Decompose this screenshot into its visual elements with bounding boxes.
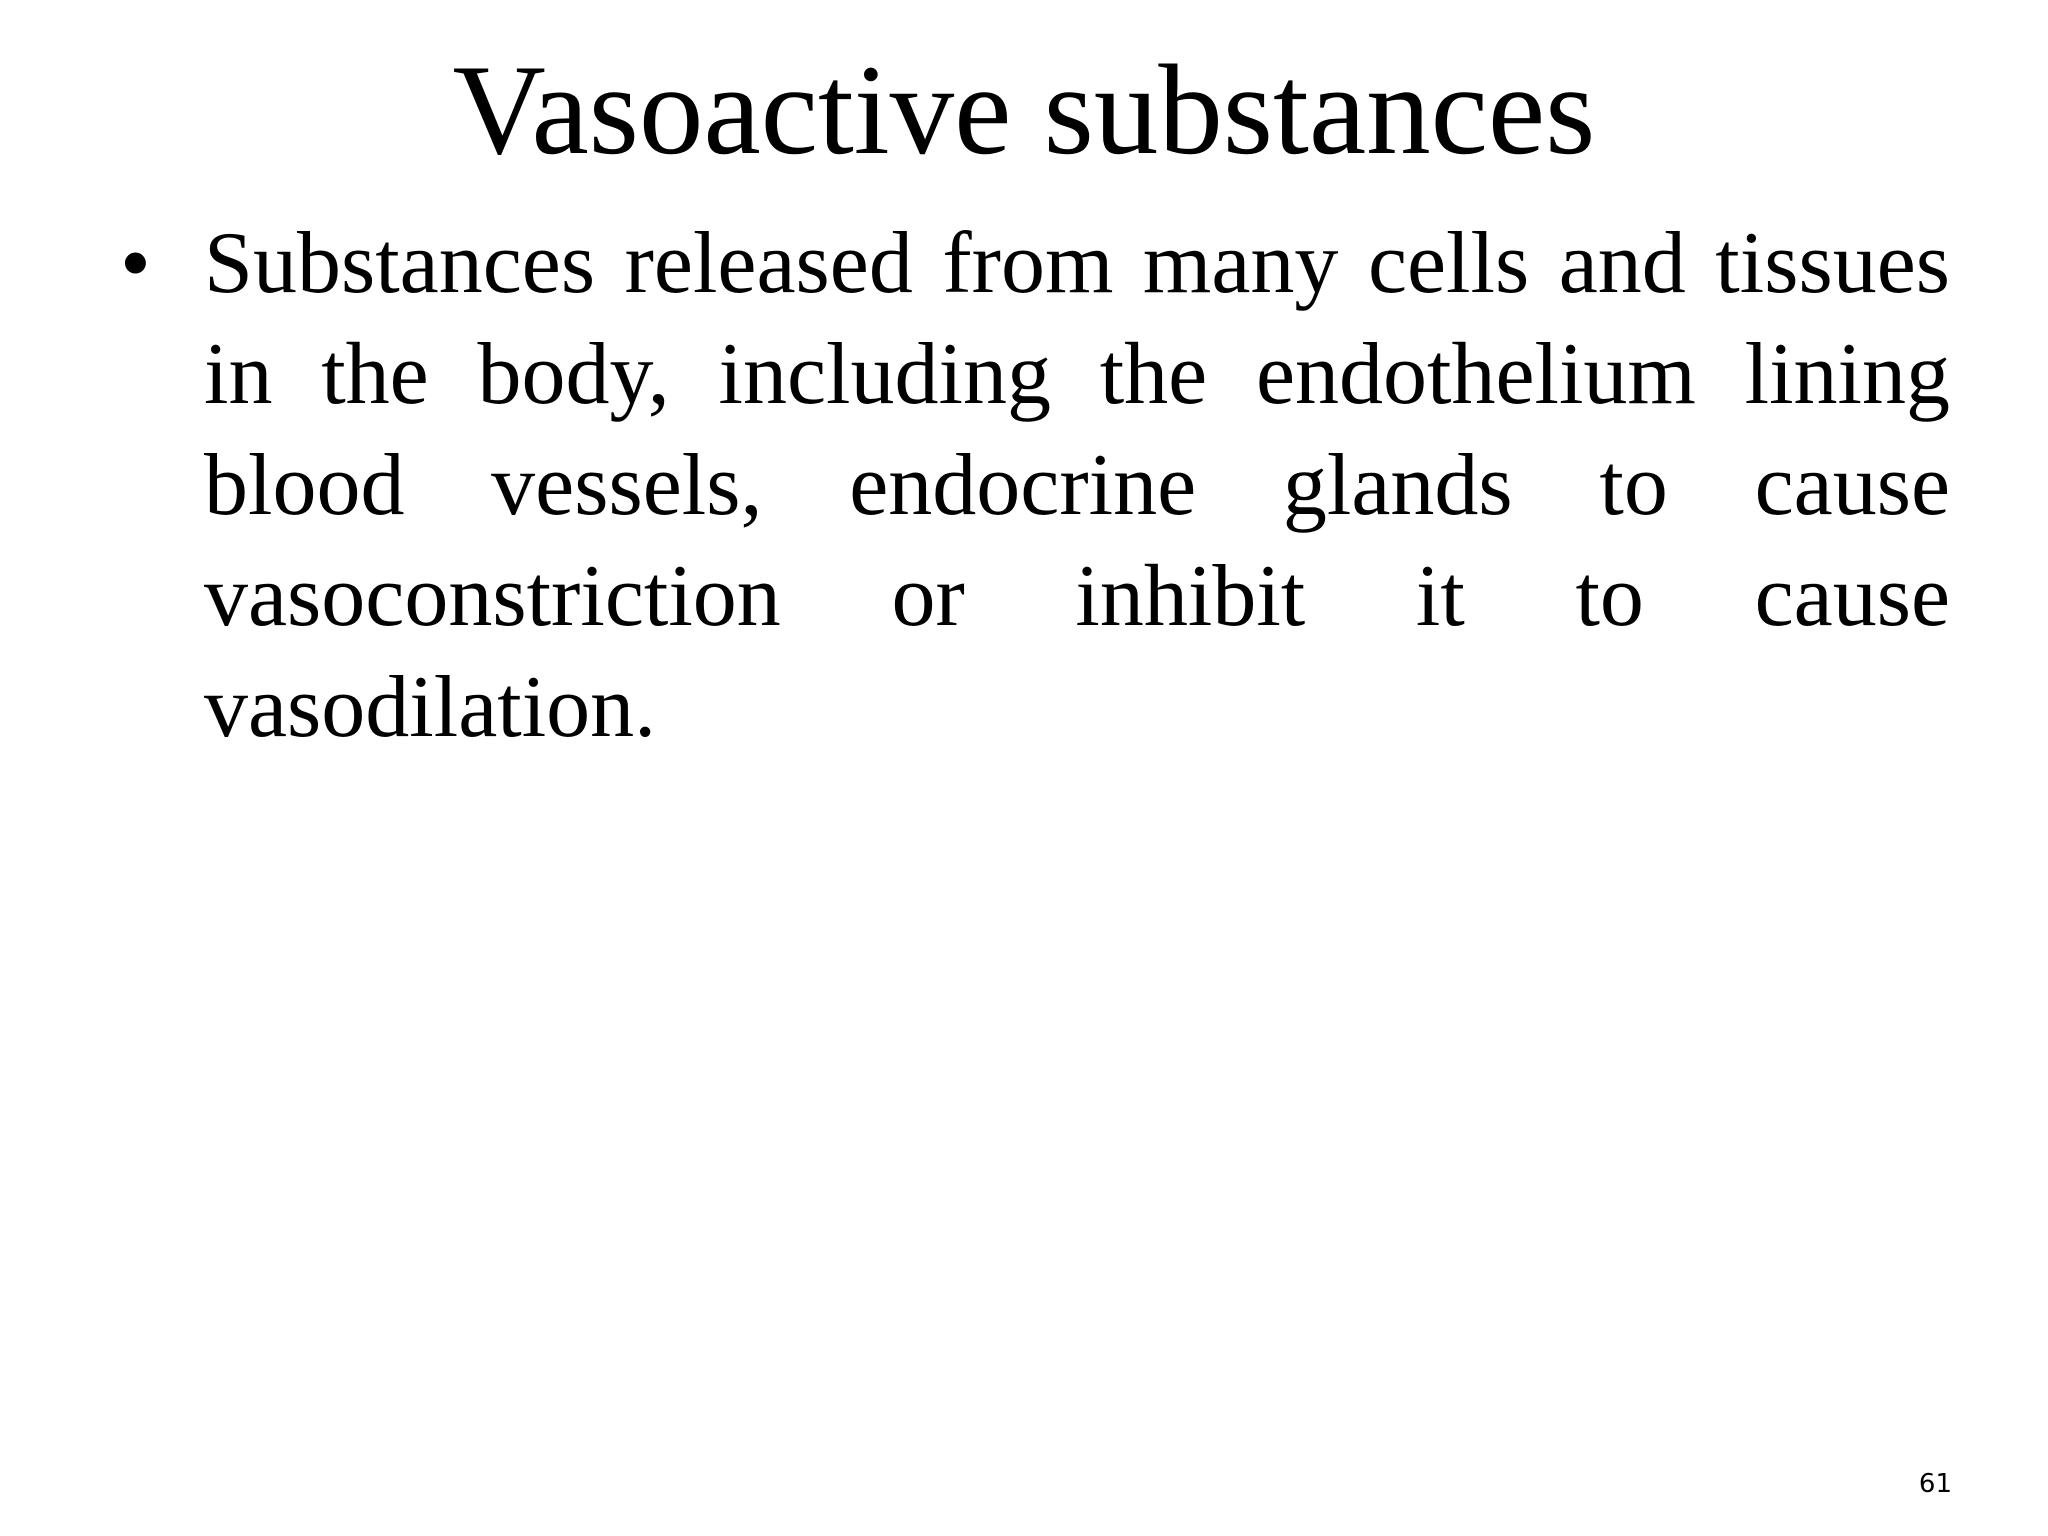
bullet-list (120, 208, 1950, 763)
page-number: 61 (1918, 1469, 1952, 1499)
bullet-text: Substances released from many cells and tissues in the body, including the endothelium lining blood vessels, endocrine glands to cause vasoconstriction or inhibit it to cause vasodilation. (204, 215, 1950, 756)
bullet-item (120, 208, 1950, 763)
bullet-marker: • (120, 215, 151, 312)
slide-title: Vasoactive substances (452, 38, 1596, 181)
